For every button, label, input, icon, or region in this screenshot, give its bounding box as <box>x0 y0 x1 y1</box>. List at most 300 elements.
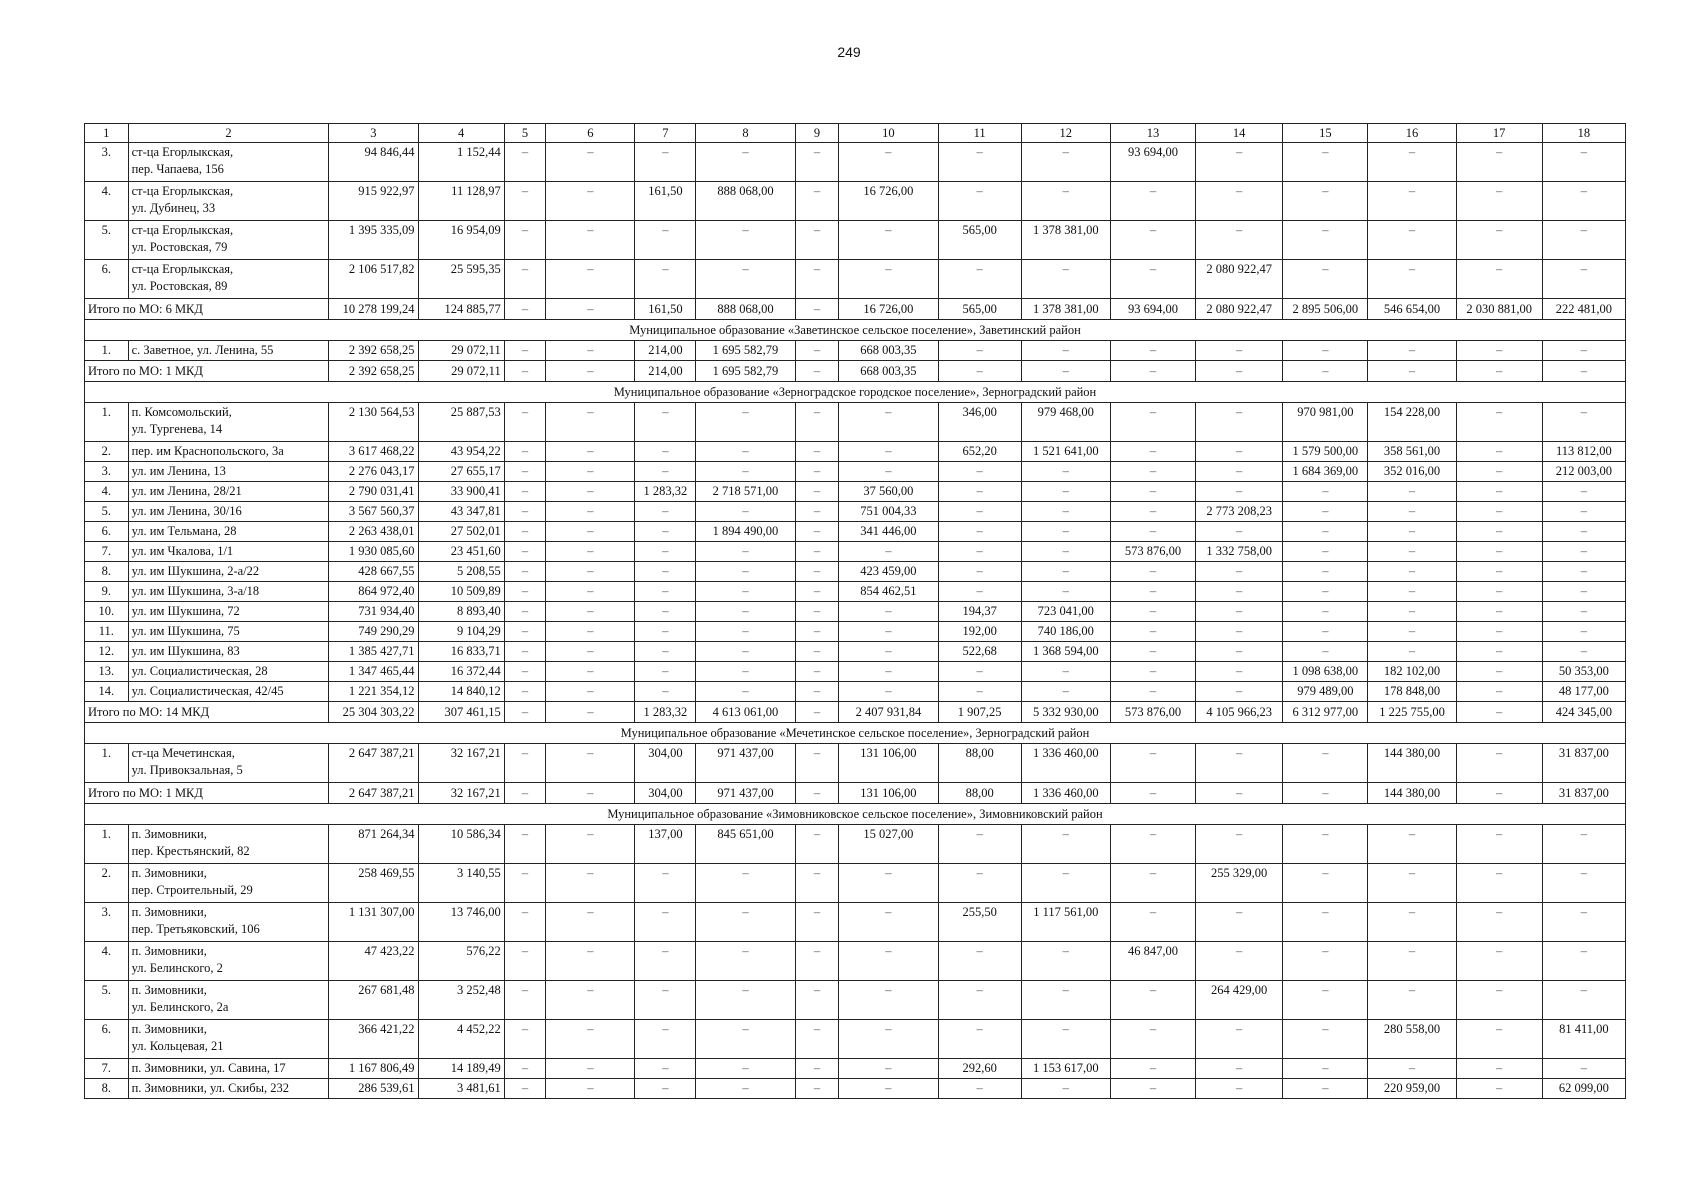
value-cell: – <box>1283 1020 1368 1059</box>
value-cell: 864 972,40 <box>329 582 418 602</box>
value-cell: – <box>1021 462 1110 482</box>
value-cell: – <box>795 502 839 522</box>
value-cell: 358 561,00 <box>1368 442 1456 462</box>
value-cell: – <box>1021 260 1110 299</box>
value-cell: – <box>1368 260 1456 299</box>
table-row <box>85 221 1626 260</box>
value-cell: – <box>1110 562 1195 582</box>
address-cell: ст-ца Егорлыкская, пер. Чапаева, 156 <box>128 143 329 182</box>
address-cell: ул. им Ленина, 30/16 <box>128 502 329 522</box>
value-cell: – <box>546 864 635 903</box>
value-cell: – <box>546 1079 635 1099</box>
value-cell: – <box>546 662 635 682</box>
value-cell: – <box>795 221 839 260</box>
table-row <box>85 582 1626 602</box>
total-row <box>85 361 1626 382</box>
value-cell: 1 347 465,44 <box>329 662 418 682</box>
total-row <box>85 702 1626 723</box>
value-cell: – <box>1021 825 1110 864</box>
column-header: 1 <box>85 124 129 143</box>
value-cell: – <box>1456 522 1542 542</box>
value-cell: – <box>1021 1079 1110 1099</box>
value-cell: – <box>1368 903 1456 942</box>
value-cell: 43 954,22 <box>418 442 504 462</box>
value-cell: – <box>635 1020 696 1059</box>
value-cell: – <box>696 1079 795 1099</box>
value-cell: – <box>1196 825 1283 864</box>
table-row <box>85 682 1626 702</box>
value-cell: – <box>938 662 1021 682</box>
total-cell: – <box>1283 361 1368 382</box>
value-cell: – <box>795 1079 839 1099</box>
total-cell: 29 072,11 <box>418 361 504 382</box>
value-cell: 3 567 560,37 <box>329 502 418 522</box>
column-header: 18 <box>1542 124 1625 143</box>
value-cell: – <box>635 403 696 442</box>
value-cell: – <box>504 143 546 182</box>
column-header: 9 <box>795 124 839 143</box>
value-cell: – <box>696 642 795 662</box>
value-cell: 1 368 594,00 <box>1021 642 1110 662</box>
value-cell: – <box>1542 622 1625 642</box>
value-cell: – <box>795 602 839 622</box>
table-row <box>85 482 1626 502</box>
total-cell: 16 726,00 <box>839 299 938 320</box>
value-cell: – <box>1021 582 1110 602</box>
value-cell: 522,68 <box>938 642 1021 662</box>
value-cell: 652,20 <box>938 442 1021 462</box>
value-cell: 2 263 438,01 <box>329 522 418 542</box>
value-cell: – <box>938 143 1021 182</box>
row-index: 8. <box>85 1079 129 1099</box>
value-cell: – <box>938 942 1021 981</box>
value-cell: – <box>938 260 1021 299</box>
section-heading: Муниципальное образование «Зерноградское городское поселение», Зерноградский район <box>85 382 1626 403</box>
value-cell: 1 098 638,00 <box>1283 662 1368 682</box>
value-cell: – <box>839 143 938 182</box>
column-header: 15 <box>1283 124 1368 143</box>
value-cell: – <box>635 864 696 903</box>
value-cell: – <box>1542 825 1625 864</box>
value-cell: – <box>795 562 839 582</box>
value-cell: – <box>696 981 795 1020</box>
value-cell: 10 509,89 <box>418 582 504 602</box>
value-cell: – <box>795 1059 839 1079</box>
value-cell: – <box>504 482 546 502</box>
value-cell: – <box>1456 981 1542 1020</box>
total-label: Итого по МО: 1 МКД <box>85 783 329 804</box>
value-cell: – <box>1110 221 1195 260</box>
value-cell: – <box>546 502 635 522</box>
address-cell: п. Зимовники, ул. Савина, 17 <box>128 1059 329 1079</box>
value-cell: 970 981,00 <box>1283 403 1368 442</box>
value-cell: 47 423,22 <box>329 942 418 981</box>
value-cell: 1 395 335,09 <box>329 221 418 260</box>
total-row <box>85 783 1626 804</box>
value-cell: – <box>1110 744 1195 783</box>
value-cell: – <box>1456 403 1542 442</box>
value-cell: – <box>1196 622 1283 642</box>
address-cell: ст-ца Егорлыкская, ул. Ростовская, 79 <box>128 221 329 260</box>
value-cell: – <box>1456 143 1542 182</box>
value-cell: 3 252,48 <box>418 981 504 1020</box>
value-cell: 62 099,00 <box>1542 1079 1625 1099</box>
value-cell: 113 812,00 <box>1542 442 1625 462</box>
value-cell: – <box>1456 260 1542 299</box>
address-cell: п. Зимовники, ул. Белинского, 2а <box>128 981 329 1020</box>
value-cell: 16 372,44 <box>418 662 504 682</box>
value-cell: – <box>635 642 696 662</box>
value-cell: – <box>1283 981 1368 1020</box>
row-index: 3. <box>85 143 129 182</box>
value-cell: 5 208,55 <box>418 562 504 582</box>
value-cell: 14 840,12 <box>418 682 504 702</box>
table-row <box>85 864 1626 903</box>
value-cell: – <box>635 442 696 462</box>
total-cell: 2 080 922,47 <box>1196 299 1283 320</box>
total-cell: – <box>546 299 635 320</box>
value-cell: – <box>1110 403 1195 442</box>
value-cell: – <box>839 542 938 562</box>
value-cell: 1 117 561,00 <box>1021 903 1110 942</box>
value-cell: 255 329,00 <box>1196 864 1283 903</box>
value-cell: 192,00 <box>938 622 1021 642</box>
table-body <box>85 124 1626 1099</box>
value-cell: – <box>635 602 696 622</box>
table-row <box>85 942 1626 981</box>
value-cell: – <box>504 744 546 783</box>
value-cell: 2 647 387,21 <box>329 744 418 783</box>
value-cell: 267 681,48 <box>329 981 418 1020</box>
table-row <box>85 341 1626 361</box>
value-cell: – <box>938 1079 1021 1099</box>
column-header: 16 <box>1368 124 1456 143</box>
table-row <box>85 903 1626 942</box>
total-cell: – <box>795 361 839 382</box>
value-cell: 23 451,60 <box>418 542 504 562</box>
total-cell: 573 876,00 <box>1110 702 1195 723</box>
table-row <box>85 1059 1626 1079</box>
value-cell: – <box>795 662 839 682</box>
value-cell: – <box>1110 642 1195 662</box>
value-cell: 341 446,00 <box>839 522 938 542</box>
row-index: 7. <box>85 1059 129 1079</box>
value-cell: – <box>696 903 795 942</box>
value-cell: – <box>1368 143 1456 182</box>
value-cell: – <box>504 1020 546 1059</box>
column-header: 11 <box>938 124 1021 143</box>
total-cell: 2 392 658,25 <box>329 361 418 382</box>
total-cell: 4 613 061,00 <box>696 702 795 723</box>
total-cell: 2 895 506,00 <box>1283 299 1368 320</box>
row-index: 9. <box>85 582 129 602</box>
total-cell: – <box>1368 361 1456 382</box>
value-cell: 1 152,44 <box>418 143 504 182</box>
value-cell: 1 930 085,60 <box>329 542 418 562</box>
total-cell: 124 885,77 <box>418 299 504 320</box>
address-cell: с. Заветное, ул. Ленина, 55 <box>128 341 329 361</box>
address-cell: ул. им Шукшина, 3-а/18 <box>128 582 329 602</box>
value-cell: – <box>795 682 839 702</box>
value-cell: – <box>1368 981 1456 1020</box>
value-cell: 888 068,00 <box>696 182 795 221</box>
value-cell: – <box>1283 482 1368 502</box>
address-cell: ул. им Шукшина, 2-а/22 <box>128 562 329 582</box>
value-cell: – <box>1456 442 1542 462</box>
value-cell: – <box>1021 942 1110 981</box>
value-cell: – <box>1542 562 1625 582</box>
value-cell: – <box>1456 182 1542 221</box>
value-cell: – <box>839 864 938 903</box>
value-cell: – <box>1110 462 1195 482</box>
value-cell: – <box>696 260 795 299</box>
value-cell: – <box>546 542 635 562</box>
total-cell: 161,50 <box>635 299 696 320</box>
value-cell: – <box>1021 522 1110 542</box>
total-cell: 222 481,00 <box>1542 299 1625 320</box>
value-cell: – <box>795 462 839 482</box>
value-cell: – <box>635 542 696 562</box>
value-cell: – <box>1368 482 1456 502</box>
value-cell: – <box>1110 341 1195 361</box>
value-cell: – <box>546 462 635 482</box>
value-cell: 428 667,55 <box>329 562 418 582</box>
value-cell: 4 452,22 <box>418 1020 504 1059</box>
value-cell: – <box>1456 602 1542 622</box>
table-row <box>85 622 1626 642</box>
value-cell: – <box>1196 143 1283 182</box>
value-cell: – <box>1542 903 1625 942</box>
value-cell: – <box>1456 682 1542 702</box>
value-cell: – <box>1368 942 1456 981</box>
value-cell: – <box>546 403 635 442</box>
total-cell: 1 907,25 <box>938 702 1021 723</box>
value-cell: 915 922,97 <box>329 182 418 221</box>
total-cell: 565,00 <box>938 299 1021 320</box>
value-cell: – <box>839 602 938 622</box>
value-cell: 971 437,00 <box>696 744 795 783</box>
value-cell: – <box>504 864 546 903</box>
address-cell: п. Зимовники, пер. Строительный, 29 <box>128 864 329 903</box>
section-row <box>85 320 1626 341</box>
value-cell: 161,50 <box>635 182 696 221</box>
value-cell: 220 959,00 <box>1368 1079 1456 1099</box>
value-cell: – <box>938 182 1021 221</box>
address-cell: п. Зимовники, ул. Кольцевая, 21 <box>128 1020 329 1059</box>
row-index: 1. <box>85 341 129 361</box>
value-cell: – <box>839 462 938 482</box>
address-cell: ул. им Ленина, 13 <box>128 462 329 482</box>
value-cell: – <box>1283 502 1368 522</box>
value-cell: 88,00 <box>938 744 1021 783</box>
value-cell: 29 072,11 <box>418 341 504 361</box>
value-cell: – <box>504 642 546 662</box>
value-cell: – <box>1110 1020 1195 1059</box>
value-cell: – <box>635 622 696 642</box>
value-cell: – <box>1283 341 1368 361</box>
total-cell: 6 312 977,00 <box>1283 702 1368 723</box>
value-cell: – <box>938 981 1021 1020</box>
value-cell: – <box>1283 903 1368 942</box>
value-cell: – <box>1110 662 1195 682</box>
value-cell: – <box>635 260 696 299</box>
value-cell: – <box>1456 942 1542 981</box>
value-cell: – <box>504 582 546 602</box>
value-cell: – <box>795 1020 839 1059</box>
value-cell: – <box>1283 942 1368 981</box>
table-row <box>85 825 1626 864</box>
total-cell: – <box>1110 361 1195 382</box>
value-cell: 1 167 806,49 <box>329 1059 418 1079</box>
value-cell: – <box>1542 502 1625 522</box>
value-cell: – <box>1110 602 1195 622</box>
value-cell: 565,00 <box>938 221 1021 260</box>
value-cell: – <box>839 662 938 682</box>
value-cell: – <box>696 442 795 462</box>
value-cell: – <box>504 502 546 522</box>
value-cell: 14 189,49 <box>418 1059 504 1079</box>
row-index: 4. <box>85 942 129 981</box>
total-cell: – <box>504 361 546 382</box>
header-row <box>85 124 1626 143</box>
value-cell: – <box>795 622 839 642</box>
address-cell: п. Зимовники, ул. Скибы, 232 <box>128 1079 329 1099</box>
value-cell: – <box>696 462 795 482</box>
value-cell: 27 655,17 <box>418 462 504 482</box>
value-cell: 1 153 617,00 <box>1021 1059 1110 1079</box>
value-cell: – <box>938 562 1021 582</box>
value-cell: – <box>635 582 696 602</box>
value-cell: 1 336 460,00 <box>1021 744 1110 783</box>
value-cell: 182 102,00 <box>1368 662 1456 682</box>
table-row <box>85 182 1626 221</box>
value-cell: – <box>1196 403 1283 442</box>
value-cell: – <box>1196 682 1283 702</box>
column-header: 4 <box>418 124 504 143</box>
total-cell: – <box>1456 361 1542 382</box>
total-label: Итого по МО: 14 МКД <box>85 702 329 723</box>
value-cell: – <box>938 522 1021 542</box>
value-cell: 16 833,71 <box>418 642 504 662</box>
value-cell: – <box>1456 1079 1542 1099</box>
value-cell: 94 846,44 <box>329 143 418 182</box>
value-cell: – <box>635 502 696 522</box>
value-cell: – <box>635 462 696 482</box>
value-cell: – <box>1368 341 1456 361</box>
value-cell: – <box>1283 1079 1368 1099</box>
total-cell: – <box>1021 361 1110 382</box>
total-cell: 2 407 931,84 <box>839 702 938 723</box>
value-cell: 8 893,40 <box>418 602 504 622</box>
table-row <box>85 662 1626 682</box>
value-cell: 255,50 <box>938 903 1021 942</box>
total-cell: 10 278 199,24 <box>329 299 418 320</box>
value-cell: – <box>1196 602 1283 622</box>
value-cell: – <box>1196 562 1283 582</box>
value-cell: – <box>635 562 696 582</box>
value-cell: – <box>504 682 546 702</box>
value-cell: 979 468,00 <box>1021 403 1110 442</box>
total-cell: 546 654,00 <box>1368 299 1456 320</box>
value-cell: – <box>546 981 635 1020</box>
total-cell: 1 283,32 <box>635 702 696 723</box>
value-cell: – <box>546 582 635 602</box>
value-cell: 304,00 <box>635 744 696 783</box>
value-cell: – <box>1542 143 1625 182</box>
value-cell: – <box>546 825 635 864</box>
value-cell: – <box>504 1079 546 1099</box>
value-cell: – <box>1542 582 1625 602</box>
value-cell: – <box>938 462 1021 482</box>
value-cell: – <box>1021 662 1110 682</box>
total-cell: – <box>1542 361 1625 382</box>
value-cell: – <box>1021 482 1110 502</box>
table-row <box>85 602 1626 622</box>
value-cell: – <box>1196 182 1283 221</box>
row-index: 4. <box>85 482 129 502</box>
value-cell: – <box>635 1059 696 1079</box>
value-cell: 1 131 307,00 <box>329 903 418 942</box>
value-cell: – <box>1110 682 1195 702</box>
value-cell: – <box>1196 462 1283 482</box>
value-cell: – <box>1110 981 1195 1020</box>
value-cell: – <box>1368 602 1456 622</box>
value-cell: – <box>1456 542 1542 562</box>
address-cell: ул. им Чкалова, 1/1 <box>128 542 329 562</box>
value-cell: – <box>546 143 635 182</box>
row-index: 5. <box>85 981 129 1020</box>
value-cell: – <box>1368 542 1456 562</box>
value-cell: – <box>504 1059 546 1079</box>
table-row <box>85 562 1626 582</box>
value-cell: – <box>1542 864 1625 903</box>
value-cell: – <box>546 942 635 981</box>
value-cell: 3 617 468,22 <box>329 442 418 462</box>
value-cell: – <box>1542 221 1625 260</box>
value-cell: – <box>1456 622 1542 642</box>
column-header: 3 <box>329 124 418 143</box>
value-cell: – <box>795 403 839 442</box>
value-cell: 573 876,00 <box>1110 542 1195 562</box>
table-row <box>85 1079 1626 1099</box>
value-cell: – <box>795 182 839 221</box>
table-row <box>85 642 1626 662</box>
value-cell: – <box>1110 622 1195 642</box>
total-cell: 144 380,00 <box>1368 783 1456 804</box>
table-row <box>85 1020 1626 1059</box>
value-cell: – <box>1021 502 1110 522</box>
value-cell: 154 228,00 <box>1368 403 1456 442</box>
row-index: 11. <box>85 622 129 642</box>
value-cell: 31 837,00 <box>1542 744 1625 783</box>
value-cell: – <box>1196 341 1283 361</box>
value-cell: – <box>839 942 938 981</box>
value-cell: – <box>1283 744 1368 783</box>
table-row <box>85 542 1626 562</box>
value-cell: – <box>546 182 635 221</box>
value-cell: 1 385 427,71 <box>329 642 418 662</box>
value-cell: – <box>1283 143 1368 182</box>
value-cell: – <box>1368 522 1456 542</box>
value-cell: 2 080 922,47 <box>1196 260 1283 299</box>
value-cell: – <box>1283 182 1368 221</box>
value-cell: 731 934,40 <box>329 602 418 622</box>
value-cell: – <box>1456 502 1542 522</box>
value-cell: – <box>504 462 546 482</box>
table-row <box>85 522 1626 542</box>
value-cell: 264 429,00 <box>1196 981 1283 1020</box>
value-cell: – <box>504 602 546 622</box>
